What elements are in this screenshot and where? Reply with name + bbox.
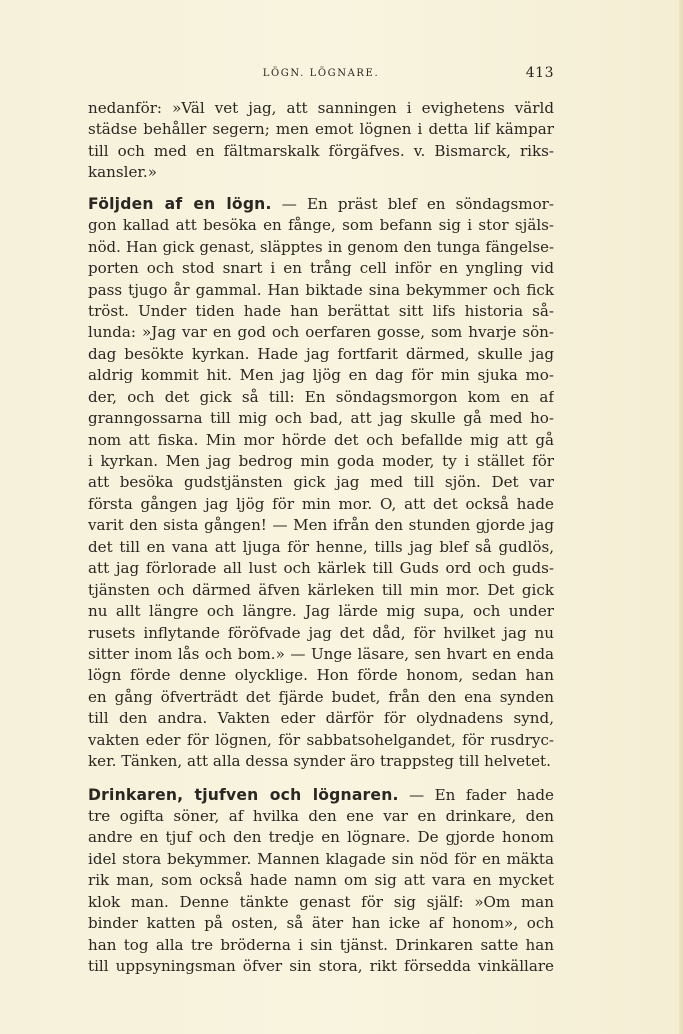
section-first-line [88,194,554,215]
text-line: granngossarna till mig och bad, att jag skulle gå med ho- [88,409,554,428]
text-line: att jag förlorade all lust och kärlek till Guds ord och guds- [88,559,554,578]
text-line: rusets inflytande föröfvade jag det dåd, för hvilket jag nu [88,623,554,642]
text-line: vakten eder för lögnen, för sabbatsohelgandet, för rusdryc- [88,730,554,749]
text-line: nom att fiska. Min mor hörde det och befallde mig att gå [88,430,554,449]
text-line: lunda: »Jag var en god och oerfaren gosse, som hvarje sön- [88,323,554,342]
text-line: pass tjugo år gammal. Han biktade sina bekymmer och fick [88,280,554,299]
page-edge [679,0,683,1034]
text-line: i kyrkan. Men jag bedrog min goda moder, ty i stället för [88,452,554,470]
text-line: han tog alla tre bröderna i sin tjänst. Drinkaren satte han [88,935,554,954]
page-header [88,64,554,84]
text-line: till och med en fältmarskalk förgäfves. v. Bismarck, riks- [88,141,554,160]
section-heading: Följden af en lögn. [88,194,272,213]
text-line: idel stora bekymmer. Mannen klagade sin nöd för en mäkta [88,849,554,868]
text-line: kansler.» [88,163,157,182]
text-line: porten och stod snart i en trång cell inför en yngling vid [88,259,554,278]
text-line: första gången jag ljög för min mor. O, att det också hade [88,494,554,513]
text-line: till den andra. Vakten eder därför för olydnadens synd, [88,709,554,728]
section-first-line-text: — En fader hade [398,785,554,804]
text-line: tjänsten och därmed äfven kärleken till min mor. Det gick [88,580,554,599]
section-first-line [88,785,554,806]
section-drinkaren [88,785,554,978]
page-body [88,98,554,978]
section-first-line-text: — En präst blef en söndagsmor- [271,194,554,213]
page-number: 413 [525,65,554,81]
text-line: till uppsyningsman öfver sin stora, rikt försedda vinkällare [88,957,554,976]
text-line: varit den sista gången! — Men ifrån den stunden gjorde jag [88,516,554,535]
text-line: sitter inom lås och bom.» — Unge läsare, sen hvart en enda [88,644,554,663]
text-line: binder katten på osten, så äter han icke af honom», och [88,914,554,933]
text-line: gon kallad att besöka en fånge, som befann sig i stor själs- [88,216,554,235]
text-line: nedanför: »Väl vet jag, att sanningen i evighetens värld [88,99,554,117]
text-line: tre ogifta söner, af hvilka den ene var en drinkare, den [88,807,554,825]
text-line: lögn förde denne olycklige. Hon förde honom, sedan han [88,666,554,685]
running-title: LÖGN. LÖGNARE. [262,68,380,79]
text-line: klok man. Denne tänkte genast för sig själf: »Om man [88,892,554,911]
text-line: tröst. Under tiden hade han berättat sitt lifs historia så- [88,301,554,320]
text-line: rik man, som också hade namn om sig att vara en mycket [88,871,554,890]
paragraph-continued [88,98,554,184]
spacer [88,184,554,194]
text-line: der, och det gick så till: En söndagsmorgon kom en af [88,387,554,406]
text-line: nöd. Han gick genast, släpptes in genom den tunga fängelse- [88,237,554,256]
text-line: att besöka gudstjänsten gick jag med till sjön. Det var [88,473,554,492]
spacer [88,773,554,785]
text-line: nu allt längre och längre. Jag lärde mig supa, och under [88,602,554,621]
text-line: dag besökte kyrkan. Hade jag fortfarit därmed, skulle jag [88,344,554,363]
text-line: aldrig kommit hit. Men jag ljög en dag för min sjuka mo- [88,366,554,385]
text-line: andre en tjuf och den tredje en lögnare. De gjorde honom [88,828,554,847]
section-heading: Drinkaren, tjufven och lögnaren. [88,785,399,804]
text-line: städse behåller segern; men emot lögnen i detta lif kämpar [88,120,554,139]
text-line: ker. Tänken, att alla dessa synder äro trappsteg till helvetet. [88,752,551,771]
text-line: en gång öfverträdt det fjärde budet, från den ena synden [88,687,554,706]
section-foljden [88,194,554,773]
text-line: det till en vana att ljuga för henne, tills jag blef så gudlös, [88,537,554,556]
